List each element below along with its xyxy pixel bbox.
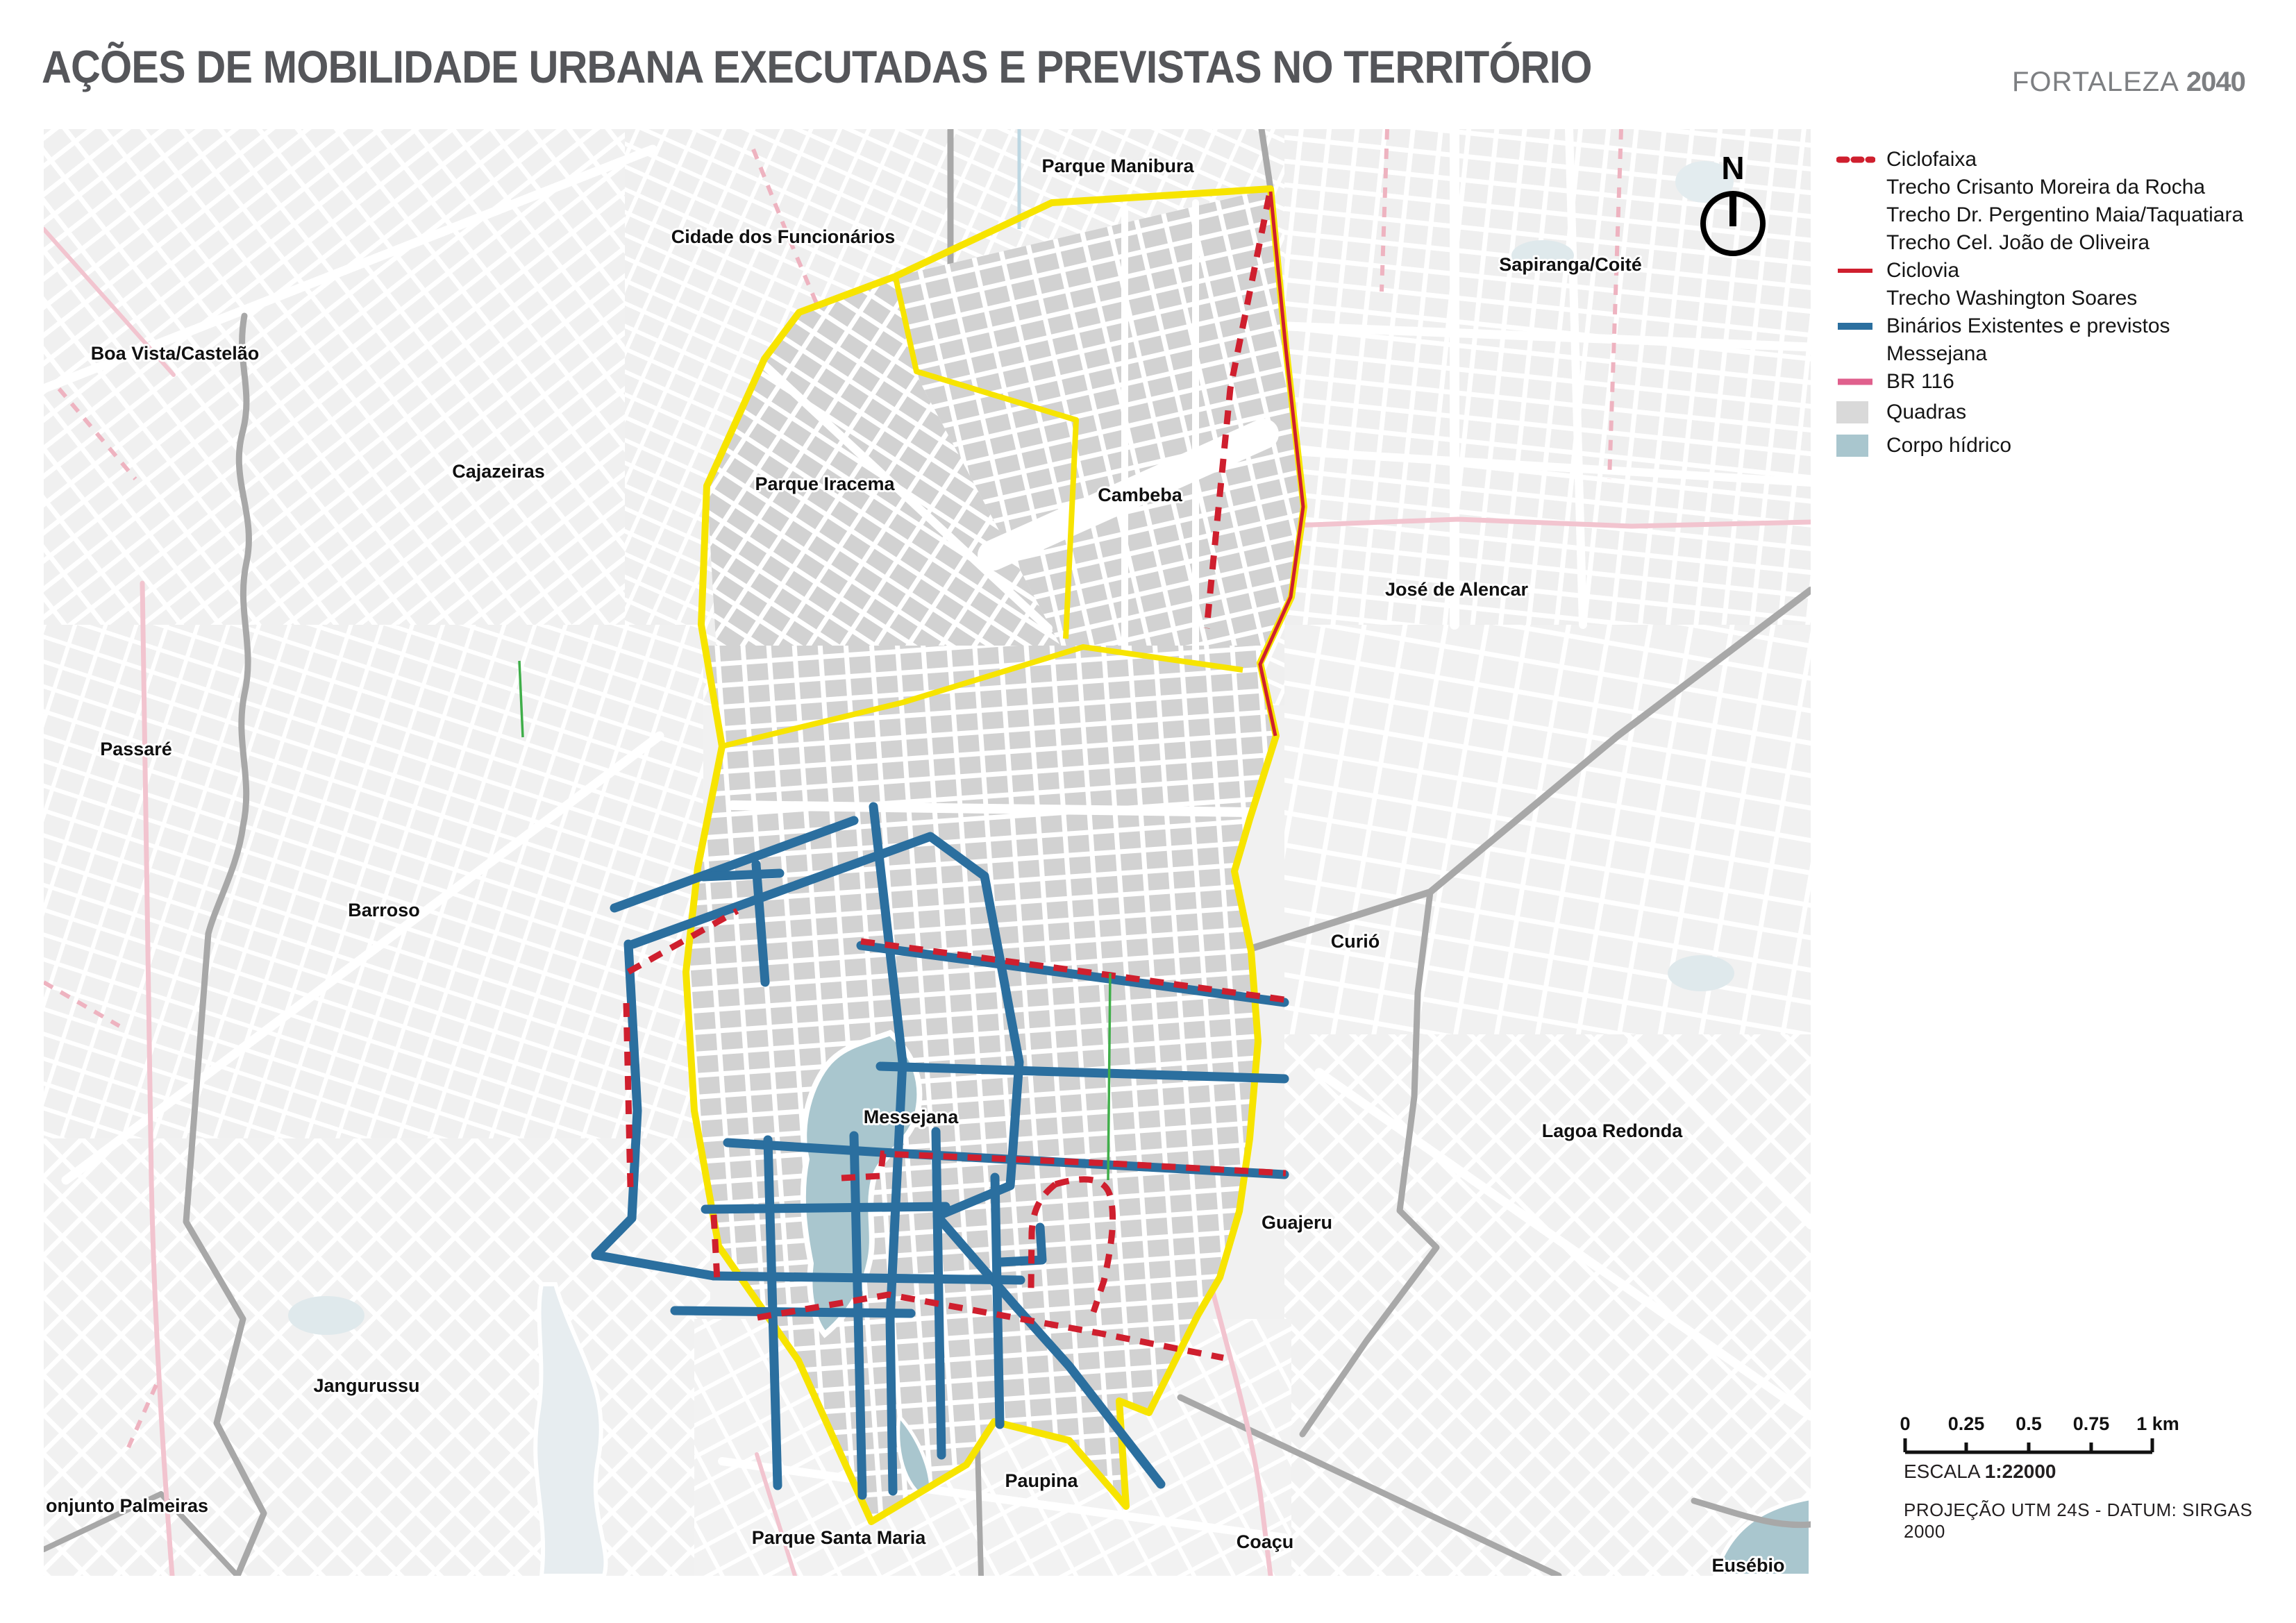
legend-label: Corpo hídrico [1886, 434, 2012, 457]
map-legend [1836, 146, 2281, 462]
binarios-line-icon [1836, 322, 1886, 330]
legend-row-corpo-hidrico [1836, 429, 2281, 462]
legend-row-binarios [1836, 312, 2281, 340]
legend-row-messejana [1836, 340, 2281, 368]
corpo-hidrico-swatch-icon [1836, 435, 1886, 457]
map-canvas [44, 129, 1811, 1576]
escala-value: 1:22000 [1984, 1461, 2056, 1482]
north-needle-icon [1729, 194, 1736, 226]
scale-tick-label: 0 [1900, 1413, 1911, 1434]
label-eusebio: Eusébio [1711, 1555, 1785, 1576]
scale-tick-label: 1 km [2136, 1413, 2179, 1434]
legend-row-quadras [1836, 396, 2281, 429]
label-cidade-dos-funcionarios: Cidade dos Funcionários [671, 226, 896, 247]
north-label: N [1721, 150, 1745, 186]
label-barroso: Barroso [348, 900, 420, 920]
label-cajazeiras: Cajazeiras [452, 461, 545, 482]
projecao-text: PROJEÇÃO UTM 24S - DATUM: SIRGAS 2000 [1904, 1499, 2253, 1542]
legend-label: Trecho Cel. João de Oliveira [1886, 231, 2150, 254]
label-cambeba: Cambeba [1098, 485, 1182, 505]
br116-line-icon [1836, 378, 1886, 386]
label-conjunto-palmeiras: onjunto Palmeiras [46, 1495, 209, 1516]
brand-logo [2012, 67, 2245, 98]
brand-year: 2040 [2186, 67, 2245, 97]
legend-row-br116 [1836, 368, 2281, 396]
legend-row-trecho-1 [1836, 174, 2281, 201]
ciclovia-line-icon [1836, 267, 1886, 275]
label-curio: Curió [1330, 931, 1380, 952]
legend-label: Ciclofaixa [1886, 148, 1977, 171]
legend-row-trecho-2 [1836, 201, 2281, 229]
legend-label: Trecho Dr. Pergentino Maia/Taquatiara [1886, 203, 2244, 226]
label-lagoa-redonda: Lagoa Redonda [1541, 1120, 1683, 1141]
scale-tick-label: 0.5 [2016, 1413, 2042, 1434]
legend-label: Quadras [1886, 401, 1967, 423]
label-jose-de-alencar: José de Alencar [1384, 579, 1529, 600]
legend-label: BR 116 [1886, 370, 1954, 393]
label-paupina: Paupina [1005, 1470, 1078, 1491]
scale-bar-line [1905, 1438, 2152, 1452]
label-parque-manibura: Parque Manibura [1041, 155, 1194, 176]
legend-label: Trecho Washington Soares [1886, 287, 2138, 310]
legend-row-trecho-4 [1836, 285, 2281, 312]
escala-text [1904, 1461, 2056, 1483]
legend-label: Messejana [1886, 342, 1988, 365]
label-parque-iracema: Parque Iracema [755, 473, 895, 494]
label-guajeru: Guajeru [1261, 1212, 1333, 1233]
scale-tick-label: 0.25 [1947, 1413, 1985, 1434]
scale-tick-label: 0.75 [2072, 1413, 2110, 1434]
quadras-swatch-icon [1836, 401, 1886, 423]
label-coacu: Coaçu [1236, 1531, 1294, 1552]
legend-row-ciclovia [1836, 257, 2281, 285]
brand-name: FORTALEZA [2012, 67, 2179, 97]
legend-row-ciclofaixa [1836, 146, 2281, 174]
label-parque-santa-maria: Parque Santa Maria [751, 1527, 926, 1548]
label-boa-vista-castelao: Boa Vista/Castelão [90, 343, 260, 364]
scale-bar [1900, 1413, 2191, 1460]
legend-row-trecho-3 [1836, 229, 2281, 257]
page-title: AÇÕES DE MOBILIDADE URBANA EXECUTADAS E PREVISTAS NO TERRITÓRIO [42, 41, 1592, 92]
label-sapiranga-coite: Sapiranga/Coité [1499, 254, 1642, 275]
label-passare: Passaré [100, 739, 172, 759]
escala-label: ESCALA [1904, 1461, 1985, 1482]
ciclofaixa-dashed-line-icon [1836, 155, 1886, 164]
map-svg [44, 129, 1811, 1576]
label-jangurussu: Jangurussu [313, 1375, 420, 1396]
label-messejana: Messejana [863, 1107, 959, 1127]
legend-label: Trecho Crisanto Moreira da Rocha [1886, 176, 2206, 199]
legend-label: Binários Existentes e previstos [1886, 314, 2170, 337]
legend-label: Ciclovia [1886, 259, 1960, 282]
